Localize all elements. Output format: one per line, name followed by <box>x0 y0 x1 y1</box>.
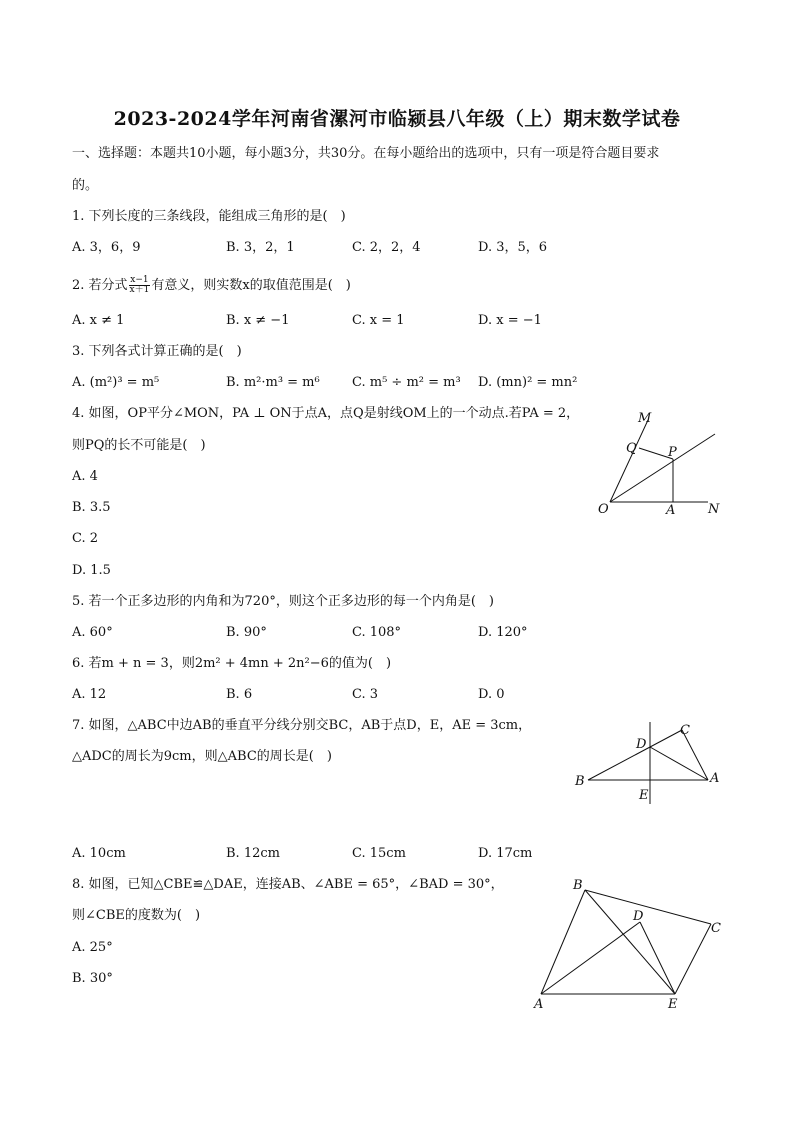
label-c: C <box>711 921 721 936</box>
label-a: A <box>710 771 720 786</box>
q4-option-c[interactable]: C. 2 <box>72 531 99 546</box>
label-p: P <box>668 445 677 460</box>
q5-option-a[interactable]: A. 60° <box>72 625 113 640</box>
question-5-stem: 5. 若一个正多边形的内角和为720°，则这个正多边形的每一个内角是( ) <box>72 594 494 609</box>
question-6-stem: 6. 若m + n = 3，则2m² + 4mn + 2n²−6的值为( ) <box>72 656 392 671</box>
q4-option-d[interactable]: D. 1.5 <box>72 563 111 578</box>
q3-option-c[interactable]: C. m⁵ ÷ m² = m³ <box>352 375 461 390</box>
label-e: E <box>639 788 649 803</box>
q2-stem-post: 有意义，则实数x的取值范围是( ) <box>151 278 351 293</box>
q7-option-c[interactable]: C. 15cm <box>352 846 406 861</box>
q8-option-b[interactable]: B. 30° <box>72 971 113 986</box>
question-1-stem: 1. 下列长度的三条线段，能组成三角形的是( ) <box>72 209 346 224</box>
q2-fraction <box>129 276 151 295</box>
label-m: M <box>638 411 652 426</box>
question-7-stem-cont: △ADC的周长为9cm，则△ABC的周长是( ) <box>72 749 332 764</box>
q8-figure <box>525 870 730 1015</box>
q5-option-c[interactable]: C. 108° <box>352 625 402 640</box>
q6-option-b[interactable]: B. 6 <box>226 687 253 702</box>
q1-option-a[interactable]: A. 3，6，9 <box>72 240 141 255</box>
q5-option-b[interactable]: B. 90° <box>226 625 267 640</box>
label-n: N <box>708 502 720 517</box>
label-d: D <box>633 909 644 924</box>
question-7-stem: 7. 如图，△ABC中边AB的垂直平分线分别交BC，AB于点D，E，AE = 3cm， <box>72 718 532 733</box>
q4-figure <box>590 400 730 525</box>
q2-option-d[interactable]: D. x = −1 <box>478 313 542 328</box>
label-o: O <box>598 502 609 517</box>
question-2-stem <box>72 276 351 295</box>
q6-option-c[interactable]: C. 3 <box>352 687 379 702</box>
question-4-stem-cont: 则PQ的长不可能是( ) <box>72 438 206 453</box>
question-3-stem: 3. 下列各式计算正确的是( ) <box>72 344 242 359</box>
q7-option-a[interactable]: A. 10cm <box>72 846 126 861</box>
q1-option-c[interactable]: C. 2，2，4 <box>352 240 421 255</box>
q6-option-d[interactable]: D. 0 <box>478 687 505 702</box>
label-e: E <box>668 997 678 1012</box>
q3-option-d[interactable]: D. (mn)² = mn² <box>478 375 578 390</box>
label-q: Q <box>626 441 637 456</box>
q3-option-a[interactable]: A. (m²)³ = m⁵ <box>72 375 160 390</box>
segment-be <box>585 890 675 994</box>
q2-option-a[interactable]: A. x ≠ 1 <box>72 313 125 328</box>
q1-option-d[interactable]: D. 3，5，6 <box>478 240 548 255</box>
section-heading-cont: 的。 <box>72 178 99 193</box>
q7-figure <box>570 718 730 808</box>
q6-option-a[interactable]: A. 12 <box>72 687 107 702</box>
q2-stem-pre: 2. 若分式 <box>72 278 128 293</box>
label-c: C <box>680 723 690 738</box>
segment-de <box>640 922 675 994</box>
q7-option-b[interactable]: B. 12cm <box>226 846 280 861</box>
section-heading: 一、选择题：本题共10小题，每小题3分，共30分。在每小题给出的选项中，只有一项是符合题目要求 <box>72 146 660 161</box>
label-a: A <box>666 503 676 518</box>
q5-option-d[interactable]: D. 120° <box>478 625 528 640</box>
q8-option-a[interactable]: A. 25° <box>72 940 113 955</box>
label-b: B <box>573 878 583 893</box>
q2-option-c[interactable]: C. x = 1 <box>352 313 405 328</box>
question-4-stem: 4. 如图，OP平分∠MON，PA ⊥ ON于点A，点Q是射线OM上的一个动点.若PA = 2， <box>72 406 580 421</box>
segment-bc <box>585 890 711 924</box>
q7-option-d[interactable]: D. 17cm <box>478 846 533 861</box>
q1-option-b[interactable]: B. 3，2，1 <box>226 240 295 255</box>
q3-option-b[interactable]: B. m²·m³ = m⁶ <box>226 375 320 390</box>
label-d: D <box>636 737 647 752</box>
q4-option-a[interactable]: A. 4 <box>72 469 98 484</box>
question-8-stem: 8. 如图，已知△CBE≌△DAE，连接AB、∠ABE = 65°，∠BAD = 30°， <box>72 877 504 892</box>
q2-option-b[interactable]: B. x ≠ −1 <box>226 313 290 328</box>
q2-frac-num: x−1 <box>130 275 149 285</box>
side-bc <box>588 730 682 780</box>
q4-option-b[interactable]: B. 3.5 <box>72 500 111 515</box>
page-title: 2023-2024学年河南省漯河市临颍县八年级（上）期末数学试卷 <box>113 108 681 130</box>
label-b: B <box>575 774 585 789</box>
question-8-stem-cont: 则∠CBE的度数为( ) <box>72 908 201 923</box>
segment-ce <box>675 924 711 994</box>
q2-frac-den: x＋1 <box>129 285 150 295</box>
label-a: A <box>534 997 544 1012</box>
